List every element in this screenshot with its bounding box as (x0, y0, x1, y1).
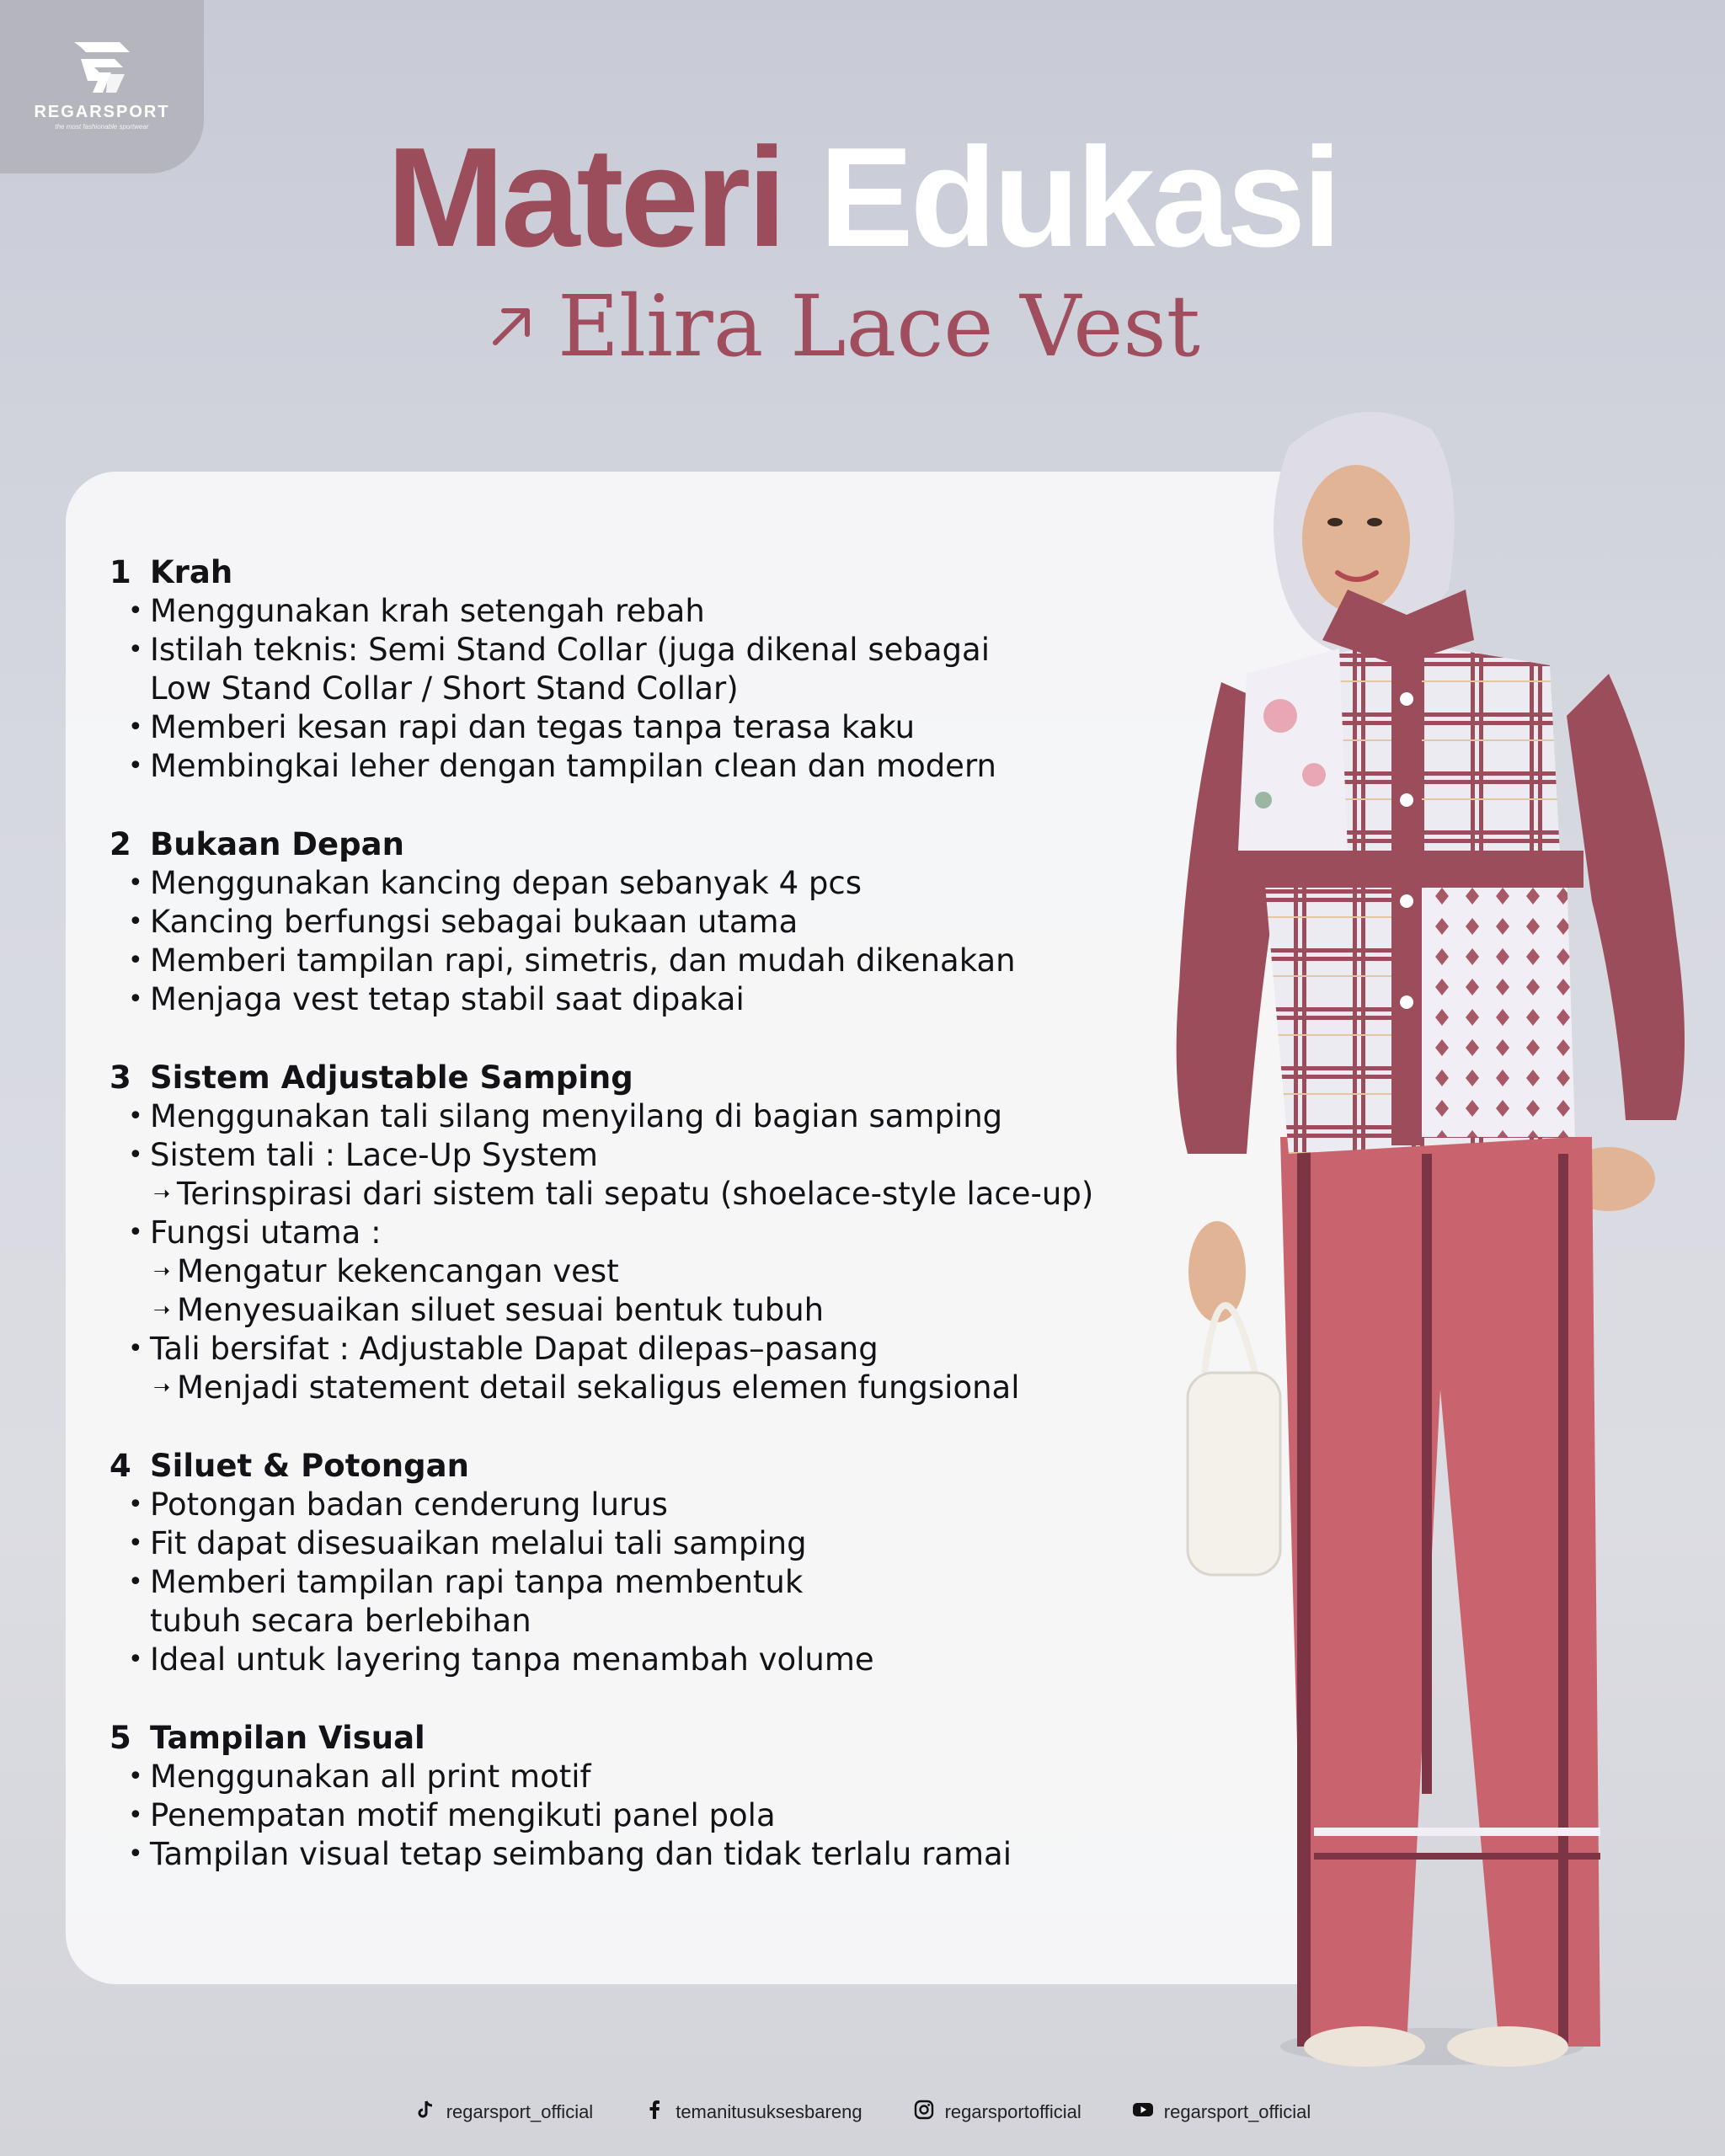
bullet-marker: • (128, 1101, 143, 1131)
bullet-point (109, 863, 1162, 902)
bullet-marker: • (128, 1838, 143, 1869)
point-text: Menggunakan kancing depan sebanyak 4 pcs (150, 864, 862, 901)
bullet-point (109, 1213, 1162, 1251)
section-title: Bukaan Depan (150, 825, 404, 862)
sub-point (109, 1251, 1162, 1290)
bullet-marker: • (128, 1333, 143, 1364)
title-word-materi: Materi (387, 118, 783, 276)
point-text: Istilah teknis: Semi Stand Collar (juga dikenal sebagai (150, 631, 990, 668)
bullet-point (109, 1524, 1162, 1562)
youtube-icon (1132, 2099, 1154, 2126)
bullet-marker: • (128, 867, 143, 898)
bullet-point (109, 630, 1162, 669)
point-text: Menggunakan tali silang menyilang di bagian samping (150, 1097, 1003, 1134)
section-title: Tampilan Visual (150, 1719, 425, 1756)
arrow-right-icon: ➝ (153, 1182, 171, 1205)
point-text: Low Stand Collar / Short Stand Collar) (150, 670, 739, 707)
bullet-continuation (109, 669, 1162, 707)
point-text: tubuh secara berlebihan (150, 1602, 531, 1639)
product-name: Elira Lace Vest (558, 276, 1200, 376)
point-text: Membingkai leher dengan tampilan clean dan modern (150, 747, 996, 784)
rs-logo-icon (69, 37, 135, 98)
social-handle: regarsport_official (446, 2101, 594, 2122)
point-text: Menjadi statement detail sekaligus elemen fungsional (177, 1369, 1020, 1406)
section-number: 5 (109, 1719, 131, 1756)
bullet-marker: • (128, 1761, 143, 1791)
section-4 (109, 1446, 1162, 1678)
bullet-point (109, 1640, 1162, 1678)
point-text: Potongan badan cenderung lurus (150, 1486, 668, 1523)
section-number: 3 (109, 1059, 131, 1096)
arrow-up-right-icon (489, 302, 536, 350)
point-text: Menggunakan krah setengah rebah (150, 592, 705, 629)
section-title: Sistem Adjustable Samping (150, 1059, 633, 1096)
bullet-point (109, 1135, 1162, 1174)
point-text: Penempatan motif mengikuti panel pola (150, 1796, 776, 1833)
bullet-marker: • (128, 1139, 143, 1170)
bullet-marker: • (128, 595, 143, 626)
social-handle: temanitusuksesbareng (676, 2101, 862, 2122)
sub-point (109, 1368, 1162, 1406)
point-text: Menggunakan all print motif (150, 1758, 591, 1795)
bullet-marker: • (128, 1217, 143, 1247)
brand-name: REGARSPORT (34, 103, 170, 121)
arrow-right-icon: ➝ (153, 1375, 171, 1399)
model-illustration (1154, 396, 1710, 2114)
social-handle: regarsport_official (1163, 2101, 1311, 2122)
bullet-point (109, 1097, 1162, 1135)
point-text: Ideal untuk layering tanpa menambah volume (150, 1641, 874, 1678)
bullet-point (109, 1329, 1162, 1368)
bullet-point (109, 1562, 1162, 1601)
section-2 (109, 825, 1162, 1018)
education-sections (109, 552, 1162, 1913)
section-number: 1 (109, 553, 131, 590)
section-number: 4 (109, 1447, 131, 1484)
section-title: Krah (150, 553, 233, 590)
bullet-marker: • (128, 712, 143, 742)
point-text: Tali bersifat : Adjustable Dapat dilepas–pasang (150, 1330, 879, 1367)
social-tiktok[interactable] (414, 2099, 593, 2126)
point-text: Fit dapat disesuaikan melalui tali samping (150, 1524, 807, 1561)
point-text: Memberi tampilan rapi tanpa membentuk (150, 1563, 804, 1600)
section-heading (109, 552, 1162, 591)
brand-tagline: the most fashionable sportwear (55, 123, 149, 131)
bullet-marker: • (128, 945, 143, 975)
point-text: Menyesuaikan siluet sesuai bentuk tubuh (177, 1291, 825, 1328)
bullet-point (109, 1796, 1162, 1834)
bullet-marker: • (128, 984, 143, 1014)
point-text: Tampilan visual tetap seimbang dan tidak terlalu ramai (150, 1835, 1012, 1872)
section-3 (109, 1058, 1162, 1406)
point-text: Menjaga vest tetap stabil saat dipakai (150, 980, 745, 1017)
bullet-point (109, 941, 1162, 979)
bullet-point (109, 1485, 1162, 1524)
page-title (0, 118, 1725, 276)
section-title: Siluet & Potongan (150, 1447, 469, 1484)
point-text: Mengatur kekencangan vest (177, 1252, 619, 1289)
sub-point (109, 1174, 1162, 1213)
section-1 (109, 552, 1162, 785)
point-text: Sistem tali : Lace-Up System (150, 1136, 598, 1173)
bullet-point (109, 979, 1162, 1018)
social-youtube[interactable] (1132, 2099, 1311, 2126)
social-footer (0, 2094, 1725, 2131)
bullet-point (109, 591, 1162, 630)
bullet-point (109, 1834, 1162, 1873)
point-text: Memberi kesan rapi dan tegas tanpa terasa kaku (150, 708, 916, 745)
title-word-edukasi: Edukasi (819, 118, 1338, 276)
bullet-point (109, 1757, 1162, 1796)
bullet-point (109, 707, 1162, 746)
bullet-marker: • (128, 750, 143, 781)
point-text: Memberi tampilan rapi, simetris, dan mudah dikenakan (150, 942, 1016, 979)
facebook-icon (644, 2099, 665, 2126)
instagram-icon (913, 2099, 935, 2126)
arrow-right-icon: ➝ (153, 1298, 171, 1321)
bullet-marker: • (128, 906, 143, 937)
tiktok-icon (414, 2099, 436, 2126)
social-facebook[interactable] (644, 2099, 862, 2126)
bullet-marker: • (128, 1644, 143, 1674)
section-heading (109, 1446, 1162, 1485)
bullet-continuation (109, 1601, 1162, 1640)
arrow-right-icon: ➝ (153, 1259, 171, 1283)
section-heading (109, 1058, 1162, 1097)
page-subtitle (489, 276, 1200, 376)
section-number: 2 (109, 825, 131, 862)
bullet-marker: • (128, 1489, 143, 1519)
sub-point (109, 1290, 1162, 1329)
section-heading (109, 1718, 1162, 1757)
bullet-marker: • (128, 1528, 143, 1558)
bullet-marker: • (128, 1566, 143, 1597)
bullet-point (109, 902, 1162, 941)
point-text: Terinspirasi dari sistem tali sepatu (shoelace-style lace-up) (177, 1175, 1094, 1212)
section-5 (109, 1718, 1162, 1873)
section-heading (109, 825, 1162, 863)
bullet-marker: • (128, 634, 143, 664)
social-handle: regarsportofficial (944, 2101, 1081, 2122)
bullet-point (109, 746, 1162, 785)
point-text: Fungsi utama : (150, 1214, 382, 1251)
point-text: Kancing berfungsi sebagai bukaan utama (150, 903, 798, 940)
social-instagram[interactable] (913, 2099, 1081, 2126)
bullet-marker: • (128, 1800, 143, 1830)
